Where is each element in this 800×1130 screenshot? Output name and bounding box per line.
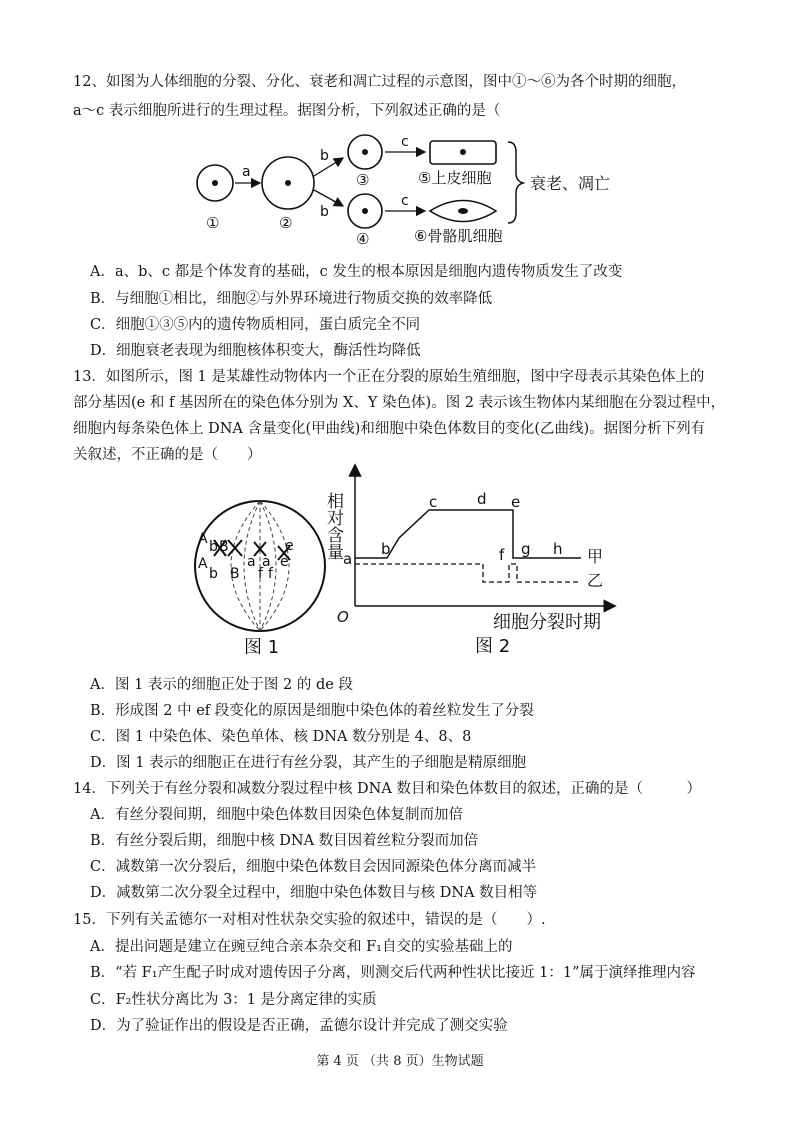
- brace-label: 衰老、凋亡: [530, 174, 611, 193]
- point-e: e: [511, 493, 521, 511]
- arrow-c2-label: c: [401, 193, 409, 209]
- curve-jia-label: 甲: [587, 547, 604, 566]
- q14-option-b[interactable]: B．有丝分裂后期，细胞中核 DNA 数目因着丝粒分裂而加倍: [90, 833, 479, 849]
- figure-2-caption: 图 2: [475, 636, 511, 657]
- brace: [508, 142, 523, 223]
- gene-A-1: A: [198, 531, 208, 547]
- arrow-c1-label: c: [401, 134, 409, 150]
- q13-stem-line3: 细胞内每条染色体上 DNA 含量变化(甲曲线)和细胞中染色体数目的变化(乙曲线)。据图分析下列有: [73, 421, 706, 437]
- gene-e-2: e: [280, 554, 289, 570]
- gene-a-2: a: [262, 554, 271, 570]
- q15-option-a[interactable]: A．提出问题是建立在豌豆纯合亲本杂交和 F₁自交的实验基础上的: [90, 939, 513, 955]
- cell-2-label: ②: [279, 214, 293, 232]
- point-d: d: [477, 490, 487, 508]
- q13-figure-2: [325, 462, 625, 658]
- point-f: f: [499, 546, 505, 564]
- gene-b-1: b: [209, 539, 218, 555]
- q12-stem-line1: 12、如图为人体细胞的分裂、分化、衰老和凋亡过程的示意图，图中①～⑥为各个时期的细胞，: [73, 74, 686, 90]
- q14-option-d[interactable]: D．减数第二次分裂全过程中，细胞中染色体数目与核 DNA 数目相等: [90, 885, 538, 901]
- q12-option-b[interactable]: B．与细胞①相比，细胞②与外界环境进行物质交换的效率降低: [90, 291, 493, 307]
- point-c: c: [429, 493, 438, 511]
- q12-option-a[interactable]: A．a、b、c 都是个体发育的基础，c 发生的根本原因是细胞内遗传物质发生了改变: [90, 264, 623, 280]
- point-g: g: [521, 540, 531, 558]
- gene-A-2: A: [198, 556, 208, 572]
- curve-yi: [355, 564, 581, 582]
- gene-e-1: e: [285, 538, 294, 554]
- origin-label: O: [337, 608, 349, 626]
- q14-option-c[interactable]: C．减数第一次分裂后，细胞中染色体数目会因同源染色体分离而减半: [90, 859, 537, 875]
- cell-3-label: ③: [356, 171, 370, 189]
- gene-a-1: a: [247, 554, 256, 570]
- q13-stem-line4: 关叙述，不正确的是（ ）: [73, 447, 262, 463]
- q13-option-a[interactable]: A．图 1 表示的细胞正处于图 2 的 de 段: [90, 677, 353, 693]
- q14-option-a[interactable]: A．有丝分裂间期，细胞中染色体数目因染色体复制而加倍: [90, 807, 463, 823]
- q15-option-b[interactable]: B．“若 F₁产生配子时成对遗传因子分离，则测交后代两种性状比接近 1：1”属于演绎推理内容: [90, 965, 696, 981]
- gene-f-2: f: [268, 566, 273, 582]
- axis-x-label: 细胞分裂时期: [493, 612, 601, 633]
- cell-4-label: ④: [356, 230, 370, 248]
- q12-option-c[interactable]: C．细胞①③⑤内的遗传物质相同，蛋白质完全不同: [90, 317, 421, 333]
- figure-1-caption: 图 1: [244, 637, 280, 658]
- q13-option-d[interactable]: D．图 1 表示的细胞正在进行有丝分裂，其产生的子细胞是精原细胞: [90, 755, 527, 771]
- q12-stem-line2: a～c 表示细胞所进行的生理过程。据图分析，下列叙述正确的是（: [73, 103, 501, 119]
- axis-y-label: 相对含量: [323, 492, 343, 560]
- q13-figure-1: [192, 498, 332, 658]
- gene-B-1: B: [219, 539, 229, 555]
- cell-5-label: ⑤上皮细胞: [418, 169, 492, 187]
- q15-option-d[interactable]: D．为了验证作出的假设是否正确，孟德尔设计并完成了测交实验: [90, 1018, 508, 1034]
- page-footer: 第 4 页 （共 8 页）生物试题: [316, 1054, 484, 1069]
- point-a: a: [343, 550, 353, 568]
- cell-6-label: ⑥骨骼肌细胞: [414, 227, 503, 245]
- q12-option-d[interactable]: D．细胞衰老表现为细胞核体积变大，酶活性均降低: [90, 343, 421, 359]
- arrow-b2-label: b: [320, 204, 329, 220]
- arrow-a-label: a: [242, 164, 251, 180]
- gene-b-2: b: [209, 566, 218, 582]
- q12-figure: [190, 128, 640, 248]
- gene-f-1: f: [258, 566, 263, 582]
- curve-yi-label: 乙: [587, 571, 604, 590]
- q13-option-b[interactable]: B．形成图 2 中 ef 段变化的原因是细胞中染色体的着丝粒发生了分裂: [90, 703, 534, 719]
- q14-stem: 14．下列关于有丝分裂和减数分裂过程中核 DNA 数目和染色体数目的叙述，正确的是（ ）: [73, 781, 701, 797]
- point-h: h: [553, 540, 563, 558]
- point-b: b: [381, 540, 391, 558]
- q15-stem: 15．下列有关孟德尔一对相对性状杂交实验的叙述中，错误的是（ ）.: [73, 912, 546, 928]
- cell-1-label: ①: [206, 214, 220, 232]
- gene-B-2: B: [230, 566, 240, 582]
- arrow-b1-label: b: [320, 148, 329, 164]
- q13-stem-line2: 部分基因(e 和 f 基因所在的染色体分别为 X、Y 染色体)。图 2 表示该生物体内某细胞在分裂过程中，: [73, 395, 726, 411]
- q13-option-c[interactable]: C．图 1 中染色体、染色单体、核 DNA 数分别是 4、8、8: [90, 729, 472, 745]
- q15-option-c[interactable]: C．F₂性状分离比为 3：1 是分离定律的实质: [90, 992, 377, 1008]
- q13-stem-line1: 13．如图所示，图 1 是某雄性动物体内一个正在分裂的原始生殖细胞，图中字母表示其染色体上的: [73, 369, 705, 385]
